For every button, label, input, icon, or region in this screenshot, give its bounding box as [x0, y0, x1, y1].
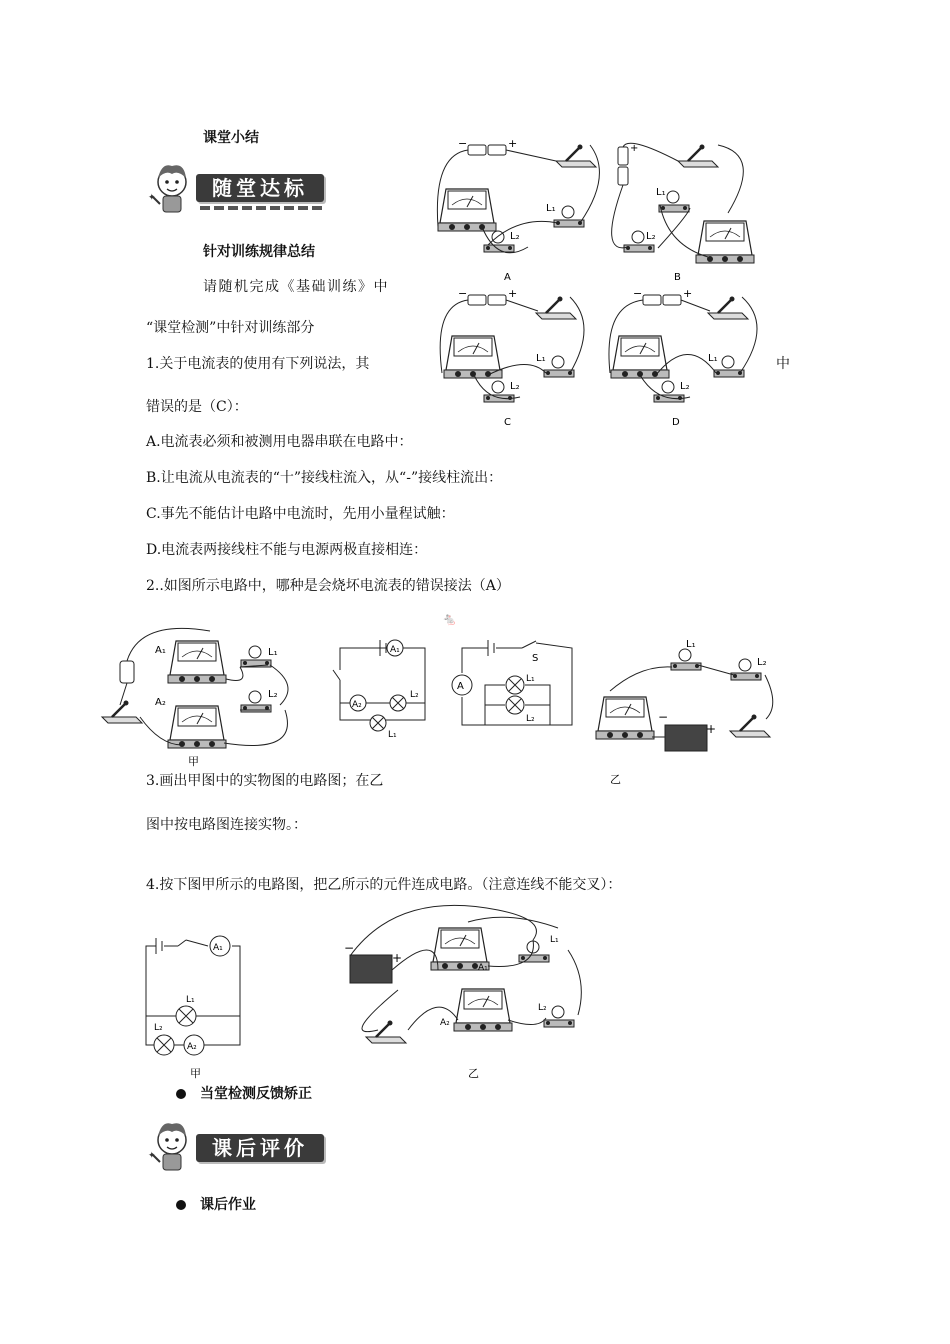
q1-option-c: C.事先不能估计电路中电流时，先用小量程试触： [146, 506, 455, 522]
schematic-1 [333, 640, 425, 731]
label-c: C [504, 417, 511, 425]
practice-banner [148, 160, 323, 216]
svg-text:+: + [683, 287, 693, 300]
mouse-doodle-icon: 🐁 [442, 612, 457, 626]
after-class-banner [148, 1118, 323, 1174]
label-a: A [504, 272, 511, 283]
svg-text:A₂: A₂ [187, 1042, 197, 1052]
q1-option-a: A.电流表必须和被测用电器串联在电路中： [146, 434, 413, 450]
intro-line-2: “课堂检测”中针对训练部分 [146, 320, 315, 336]
svg-text:L₁: L₁ [536, 353, 546, 364]
svg-text:−: − [658, 710, 669, 724]
svg-text:+: + [508, 287, 518, 300]
svg-text:甲: 甲 [190, 1067, 201, 1080]
training-subheading: 针对训练规律总结 [203, 244, 315, 260]
svg-text:L₂: L₂ [410, 690, 419, 700]
svg-text:A₂: A₂ [440, 1018, 450, 1028]
circuit-a [437, 137, 599, 283]
svg-text:−: − [458, 287, 468, 300]
figure-circuits-jia-yi [100, 625, 780, 785]
homework-label: 课后作业 [200, 1197, 256, 1213]
cartoon-boy-icon [148, 160, 198, 216]
svg-text:A₁: A₁ [155, 645, 166, 656]
svg-text:A₁: A₁ [213, 943, 223, 953]
svg-text:L₁: L₁ [686, 639, 696, 650]
svg-text:+: + [392, 951, 403, 965]
svg-text:L₂: L₂ [510, 381, 520, 392]
practice-banner-title: 随堂达标 [196, 174, 324, 202]
homework-item [176, 1195, 256, 1215]
cartoon-boy-icon [148, 1118, 198, 1174]
svg-text:L₁: L₁ [550, 935, 559, 945]
svg-text:L₂: L₂ [680, 381, 690, 392]
q1-stem-part-a: 1.关于电流表的使用有下列说法，其 [146, 356, 370, 372]
svg-text:✦: ✦ [148, 193, 156, 203]
svg-text:L₂: L₂ [510, 231, 520, 242]
svg-text:A₁: A₁ [390, 645, 400, 655]
fig-yi-physical [596, 639, 773, 751]
svg-text:L₁: L₁ [186, 995, 195, 1005]
svg-text:甲: 甲 [188, 755, 199, 768]
q4-stem: 4.按下图甲所示的电路图，把乙所示的元件连成电路。（注意连线不能交叉）： [146, 877, 622, 893]
q3-line-2: 图中按电路图连接实物。： [146, 817, 307, 833]
q1-option-d: D.电流表两接线柱不能与电源两极直接相连： [146, 542, 428, 558]
svg-text:L₂: L₂ [154, 1023, 163, 1033]
svg-text:L₂: L₂ [646, 231, 656, 242]
bullet-icon [176, 1200, 186, 1210]
banner-divider [200, 206, 324, 210]
svg-text:L₁: L₁ [656, 187, 666, 198]
svg-text:乙: 乙 [468, 1067, 479, 1080]
svg-text:A₁: A₁ [478, 963, 488, 973]
svg-text:−: − [458, 137, 468, 150]
svg-text:✦: ✦ [148, 1151, 156, 1161]
q2-stem: 2..如图所示电路中，哪种是会烧坏电流表的错误接法（A） [146, 578, 510, 594]
svg-text:S: S [532, 653, 539, 664]
q4-physical-yi [344, 905, 581, 1043]
svg-text:L₁: L₁ [708, 353, 718, 364]
svg-text:A₂: A₂ [155, 697, 166, 708]
feedback-label: 当堂检测反馈矫正 [200, 1086, 312, 1102]
bullet-icon [176, 1089, 186, 1099]
svg-text:L₁: L₁ [388, 730, 397, 740]
svg-text:L₂: L₂ [538, 1003, 547, 1013]
section-summary-heading: 课堂小结 [203, 130, 259, 146]
svg-text:L₂: L₂ [526, 714, 535, 724]
q1-stem-mid: 中 [776, 356, 790, 372]
feedback-item [176, 1084, 312, 1104]
q1-stem-part-b: 错误的是（C）： [146, 399, 248, 415]
circuit-d [609, 287, 757, 425]
svg-text:+: + [508, 137, 518, 150]
svg-text:−: − [344, 941, 355, 955]
svg-text:L₂: L₂ [757, 657, 767, 668]
svg-text:A₂: A₂ [352, 700, 362, 710]
circuit-c [440, 287, 584, 425]
figure-q4 [138, 900, 598, 1080]
svg-text:+: + [630, 143, 639, 154]
fig-jia-physical [102, 628, 288, 768]
svg-text:−: − [633, 287, 643, 300]
circuit-b [612, 143, 754, 283]
svg-text:L₂: L₂ [268, 689, 278, 700]
svg-text:L₁: L₁ [526, 674, 535, 684]
svg-text:+: + [706, 722, 717, 736]
label-d: D [672, 417, 680, 425]
intro-line-1: 请随机完成《基础训练》中 [203, 279, 389, 295]
label-b: B [674, 272, 681, 283]
after-class-banner-title: 课后评价 [196, 1134, 324, 1162]
svg-text:L₁: L₁ [268, 647, 278, 658]
svg-text:乙: 乙 [610, 773, 621, 785]
q3-line-1: 3.画出甲图中的实物图的电路图；在乙 [146, 773, 384, 789]
figure-ammeter-circuits [428, 135, 788, 425]
svg-text:A: A [457, 681, 464, 692]
svg-text:L₁: L₁ [546, 203, 556, 214]
q1-option-b: B.让电流从电流表的“十”接线柱流入，从“-”接线柱流出： [146, 470, 503, 486]
schematic-2 [452, 640, 572, 725]
